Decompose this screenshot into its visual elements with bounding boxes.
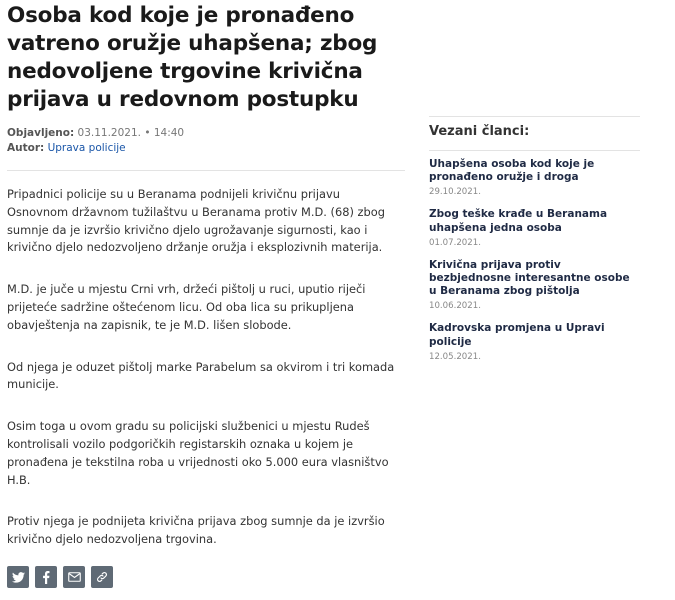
article-body bbox=[7, 186, 399, 573]
article-paragraph: Pripadnici policije su u Beranama podnijeli krivičnu prijavu Osnovnom državnom tužilaštvu u Beranama protiv M.D. (68) zbog sumnje da je izvršio krivično djelo ugrožavanje sigurnosti, kao i krivično djelo nedozvoljeno držanje oružja i eksplozivnih materija. bbox=[7, 187, 385, 255]
related-article-date: 29.10.2021. bbox=[429, 187, 481, 198]
related-article-link[interactable]: Uhapšena osoba kod koje je pronađeno oružje i droga bbox=[429, 158, 595, 184]
author-link[interactable]: Uprava policije bbox=[47, 141, 126, 154]
related-article-date: 01.07.2021. bbox=[429, 237, 481, 248]
related-article-date: 10.06.2021. bbox=[429, 301, 481, 312]
article-title: Osoba kod koje je pronađeno vatreno oružje uhapšena; zbog nedovoljene trgovine krivična prijava u redovnom postupku bbox=[7, 3, 378, 112]
related-article-item bbox=[429, 259, 640, 312]
share-facebook-button[interactable] bbox=[35, 566, 57, 588]
link-icon bbox=[96, 571, 108, 583]
share-bar bbox=[7, 566, 113, 588]
share-twitter-button[interactable] bbox=[7, 566, 29, 588]
published-label: Objavljeno: bbox=[7, 127, 75, 139]
related-article-item bbox=[429, 158, 640, 197]
twitter-icon bbox=[12, 572, 25, 583]
article-paragraph: Od njega je oduzet pištolj marke Parabelum sa okvirom i tri komada municije. bbox=[7, 359, 395, 392]
facebook-icon bbox=[42, 571, 50, 584]
sidebar-top-divider bbox=[429, 116, 640, 117]
related-articles-heading: Vezani članci: bbox=[429, 124, 530, 139]
meta-divider bbox=[7, 170, 405, 171]
article-paragraph: Protiv njega je podnijeta krivična prijava zbog sumnje da je izvršio krivično djelo nedozvoljena trgovina. bbox=[7, 514, 385, 547]
published-row bbox=[7, 126, 184, 141]
related-article-link[interactable]: Krivična prijava protiv bezbjednosne interesantne osobe u Beranama zbog pištolja bbox=[429, 258, 630, 298]
related-article-link[interactable]: Kadrovska promjena u Upravi policije bbox=[429, 322, 605, 348]
article-paragraph: Osim toga u ovom gradu su policijski službenici u mjestu Rudeš kontrolisali vozilo podgoričkih registarskih oznaka u kojem je pronađena je tekstilna roba u vrijednosti oko 5.000 eura vlasništvo H.B. bbox=[7, 419, 389, 487]
related-articles-list bbox=[429, 158, 640, 373]
article-meta bbox=[7, 126, 184, 155]
related-article-date: 12.05.2021. bbox=[429, 351, 481, 362]
published-date: 03.11.2021. • 14:40 bbox=[77, 127, 185, 139]
copy-link-button[interactable] bbox=[91, 566, 113, 588]
email-icon bbox=[68, 572, 81, 582]
related-article-link[interactable]: Zbog teške krađe u Beranama uhapšena jedna osoba bbox=[429, 208, 608, 234]
share-email-button[interactable] bbox=[63, 566, 85, 588]
sidebar-heading-divider bbox=[429, 150, 640, 151]
article-paragraph: M.D. je juče u mjestu Crni vrh, držeći pištolj u ruci, uputio riječi prijeteće sadržine oštećenom licu. Od oba lica su prikupljena obavještenja na zapisnik, te je M.D. lišen slobode. bbox=[7, 282, 366, 332]
related-article-item bbox=[429, 208, 640, 247]
related-article-item bbox=[429, 322, 640, 361]
author-label: Autor: bbox=[7, 141, 45, 154]
author-row bbox=[7, 141, 184, 156]
